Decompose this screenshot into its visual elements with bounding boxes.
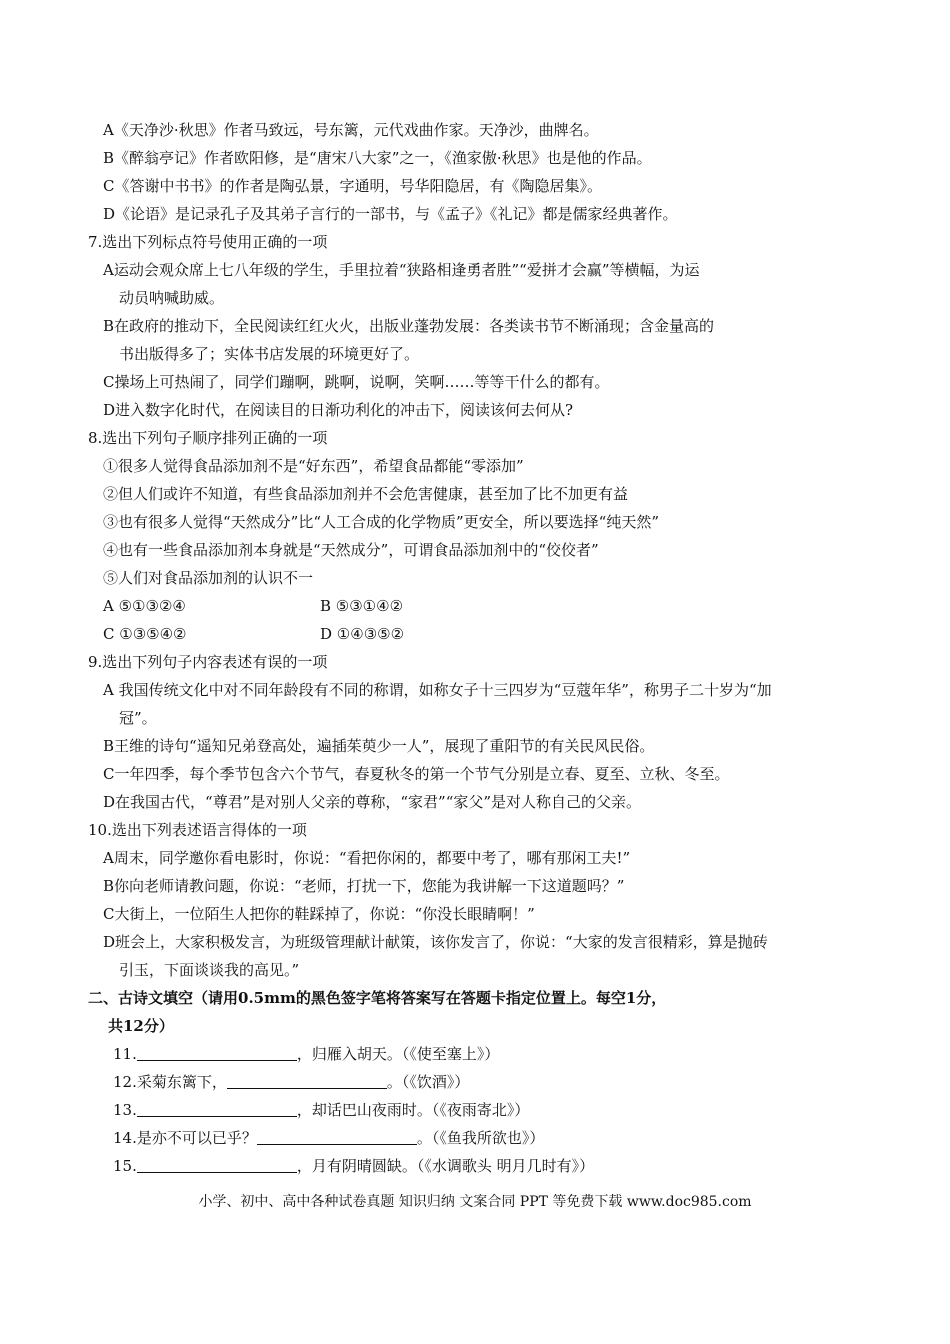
- q7-option-b: B在政府的推动下，全民阅读红红火火，出版业蓬勃发展：各类读书节不断涌现；含金量高的: [103, 317, 715, 335]
- answer-blank[interactable]: [227, 1073, 387, 1089]
- q9-stem: 9.选出下列句子内容表述有误的一项: [88, 653, 328, 671]
- q7-stem: 7.选出下列标点符号使用正确的一项: [88, 233, 328, 251]
- fill-text-before: 采菊东篱下，: [136, 1073, 227, 1091]
- q10-option-d-cont: 引玉，下面谈谈我的高见。”: [119, 961, 300, 979]
- q9-option-c: C一年四季，每个季节包含六个节气，春夏秋冬的第一个节气分别是立春、夏至、立秋、冬至。: [103, 765, 730, 783]
- answer-blank[interactable]: [137, 1157, 297, 1173]
- q8-option-b: B ⑤③①④②: [320, 597, 404, 615]
- fill-text-after: 。（《鱼我所欲也》）: [416, 1129, 545, 1147]
- section-heading: 二、古诗文填空（请用0.5mm的黑色签字笔将答案写在答题卡指定位置上。每空1分，: [88, 989, 667, 1007]
- fill-item-15: [113, 1156, 594, 1176]
- q9-option-d: D在我国古代，“尊君”是对别人父亲的尊称，“家君”“家父”是对人称自己的父亲。: [103, 793, 642, 811]
- q9-option-b: B王维的诗句“遥知兄弟登高处，遍插茱萸少一人”，展现了重阳节的有关民风民俗。: [103, 737, 655, 755]
- q10-option-d: D班会上，大家积极发言，为班级管理献计献策，该你发言了，你说：“大家的发言很精彩，算是抛砖: [103, 933, 768, 951]
- fill-number: 13.: [113, 1101, 137, 1119]
- fill-number: 11.: [113, 1045, 137, 1063]
- fill-item-12: [113, 1072, 469, 1092]
- answer-blank[interactable]: [137, 1101, 297, 1117]
- fill-text-before: 是亦不可以已乎？: [136, 1129, 257, 1147]
- q10-option-b: B你向老师请教问题，你说：“老师，打扰一下，您能为我讲解一下这道题吗？”: [103, 877, 625, 895]
- q7-option-d: D进入数字化时代，在阅读目的日渐功利化的冲击下，阅读该何去何从?: [103, 401, 574, 419]
- q7-option-a-cont: 动员呐喊助威。: [119, 289, 225, 307]
- q10-option-a: A周末，同学邀你看电影时，你说：“看把你闲的，都要中考了，哪有那闲工夫!”: [103, 849, 631, 867]
- fill-item-14: [113, 1128, 544, 1148]
- q6-option-b: B《醉翁亭记》作者欧阳修，是“唐宋八大家”之一，《渔家傲·秋思》也是他的作品。: [103, 149, 652, 167]
- q8-sentence-4: ④也有一些食品添加剂本身就是“天然成分”，可谓食品添加剂中的“佼佼者”: [103, 541, 599, 559]
- q8-sentence-1: ①很多人觉得食品添加剂不是“好东西”，希望食品都能“零添加”: [103, 457, 524, 475]
- q8-option-c: C ①③⑤④②: [103, 625, 187, 643]
- q9-option-a: A 我国传统文化中对不同年龄段有不同的称谓，如称女子十三四岁为“豆蔻年华”，称男子二十岁为“加: [103, 681, 772, 699]
- q8-sentence-3: ③也有很多人觉得“天然成分”比“人工合成的化学物质”更安全，所以要选择“纯天然”: [103, 513, 660, 531]
- q6-option-a: A《天净沙·秋思》作者马致远，号东篱，元代戏曲作家。天净沙，曲牌名。: [103, 121, 599, 139]
- fill-number: 12.: [113, 1073, 137, 1091]
- fill-number: 14.: [113, 1129, 137, 1147]
- q10-option-c: C大街上，一位陌生人把你的鞋踩掉了，你说：“你没长眼睛啊！”: [103, 905, 535, 923]
- fill-text-after: ，归雁入胡天。（《使至塞上》）: [296, 1045, 500, 1063]
- fill-text-after: ，月有阴晴圆缺。（《水调歌头 明月几时有》）: [296, 1157, 595, 1175]
- q9-option-a-cont: 冠”。: [119, 709, 157, 727]
- page-footer: 小学、初中、高中各种试卷真题 知识归纳 文案合同 PPT 等免费下载 www.doc985.com: [198, 1194, 752, 1210]
- section-heading-cont: 共12分）: [108, 1017, 174, 1035]
- q8-stem: 8.选出下列句子顺序排列正确的一项: [88, 429, 328, 447]
- q7-option-b-cont: 书出版得多了；实体书店发展的环境更好了。: [119, 345, 420, 363]
- q8-sentence-2: ②但人们或许不知道，有些食品添加剂并不会危害健康，甚至加了比不加更有益: [103, 485, 629, 503]
- q6-option-d: D《论语》是记录孔子及其弟子言行的一部书，与《孟子》《礼记》都是儒家经典著作。: [103, 205, 678, 223]
- fill-item-13: [113, 1100, 529, 1120]
- q7-option-c: C操场上可热闹了，同学们蹦啊，跳啊，说啊，笑啊……等等干什么的都有。: [103, 373, 610, 391]
- q6-option-c: C《答谢中书书》的作者是陶弘景，字通明，号华阳隐居，有《陶隐居集》。: [103, 177, 602, 195]
- q8-option-d: D ①④③⑤②: [320, 625, 405, 643]
- q8-option-a: A ⑤①③②④: [103, 597, 186, 615]
- answer-blank[interactable]: [137, 1045, 297, 1061]
- q10-stem: 10.选出下列表述语言得体的一项: [88, 821, 307, 839]
- answer-blank[interactable]: [257, 1129, 417, 1145]
- q7-option-a: A运动会观众席上七八年级的学生，手里拉着“狭路相逢勇者胜”“爱拼才会赢”等横幅，为运: [103, 261, 700, 279]
- fill-text-after: 。（《饮酒》）: [386, 1073, 470, 1091]
- fill-number: 15.: [113, 1157, 137, 1175]
- fill-text-after: ，却话巴山夜雨时。（《夜雨寄北》）: [296, 1101, 530, 1119]
- q8-sentence-5: ⑤人们对食品添加剂的认识不一: [103, 569, 314, 587]
- fill-item-11: [113, 1044, 499, 1064]
